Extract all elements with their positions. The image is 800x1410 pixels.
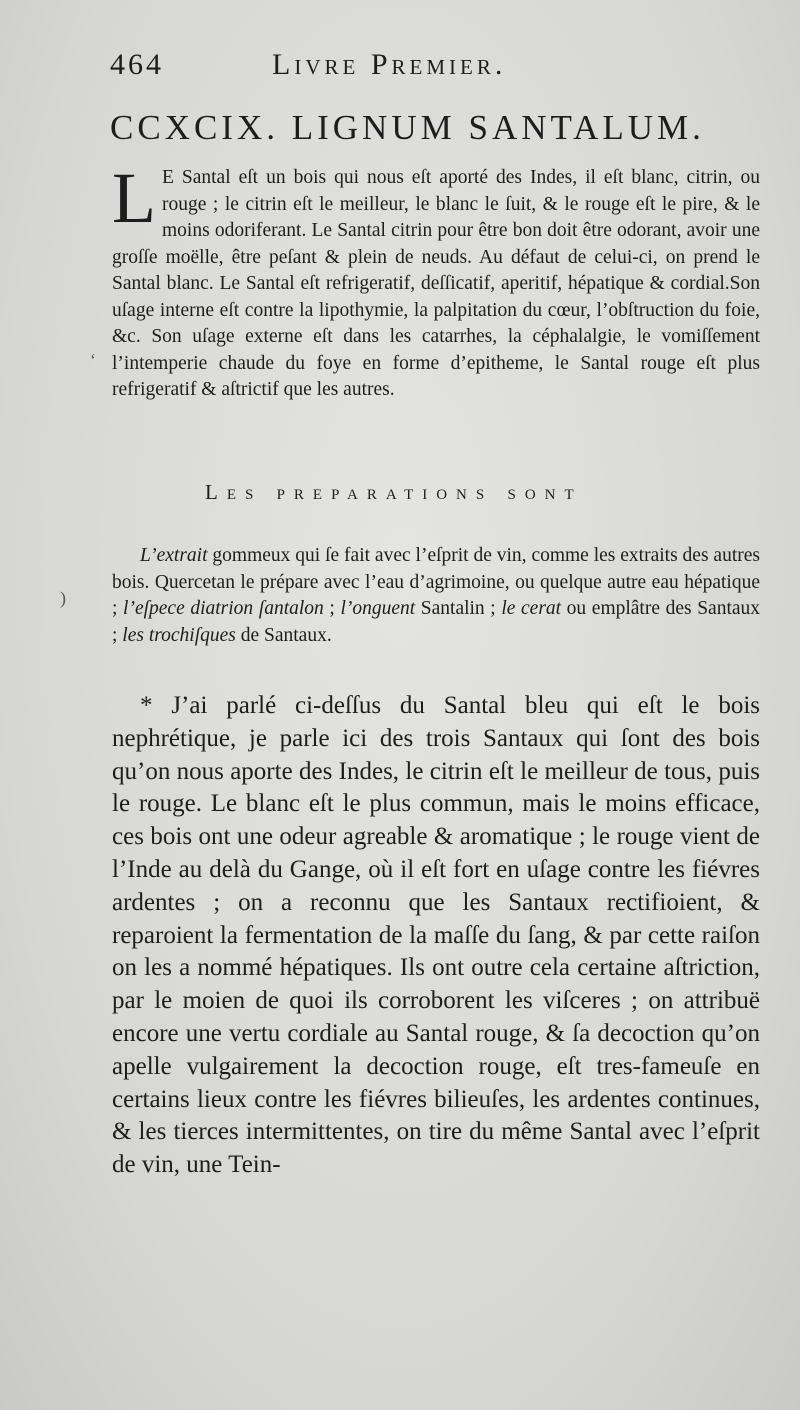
- paragraph-commentary-text: * J’ai parlé ci-deſſus du Santal bleu qui eſt le bois nephrétique, je parle ici des trois Santaux qui ſont des bois qu’on nous aporte des Indes, le citrin eſt le meilleur de tous, puis le rouge. Le blanc eſt le plus commun, mais le moins efficace, ces bois ont une odeur agreable & aromatique ; le rouge vient de l’Inde au delà du Gange, où il eſt fort en uſage contre les fiévres ardentes ; on a reconnu que les Santaux rectifioient, & reparoient la fermentation de la maſſe du ſang, & par cette raiſon on les a nommé hépatiques. Ils ont outre cela certaine aſtriction, par le moien de quoi ils corroborent les viſceres ; on attribuë encore une vertu cordiale au Santal rouge, & ſa decoction qu’on apelle vulgairement la decoction rouge, eſt tres-fameuſe en certains lieux contre les fiévres bilieuſes, les ardentes continues, & les tierces intermittentes, on tire du même Santal avec l’eſprit de vin, une Tein-: [112, 692, 760, 1179]
- paragraph-preparations: [112, 543, 760, 649]
- term-espece-diatrion: l’eſpece diatrion ſantalon: [123, 598, 324, 619]
- section-heading: Les preparations sont: [205, 480, 583, 504]
- preparations-text-2: ;: [323, 598, 341, 619]
- preparations-text-4: ou emplâtre des Santaux ;: [112, 598, 761, 646]
- term-extrait: L’extrait: [140, 545, 208, 566]
- chapter-title: CCXCIX. LIGNUM SANTALUM.: [110, 108, 705, 147]
- preparations-text-3: Santalin ;: [415, 598, 502, 619]
- preparations-text-1: gommeux qui ſe fait avec l’eſprit de vin, comme les extraits des autres bois. Quercetan le prépare avec l’eau d’agrimoine, ou quelque autre eau hépatique ;: [112, 545, 760, 619]
- term-trochisques: les trochiſques: [122, 624, 236, 646]
- term-cerat: le cerat: [501, 598, 562, 619]
- margin-mark: ): [60, 588, 66, 608]
- running-title: Livre Premier.: [272, 48, 507, 81]
- term-onguent: l’onguent: [340, 598, 416, 619]
- margin-mark: ʻ: [90, 350, 96, 370]
- preparations-text-5: de Santaux.: [235, 624, 332, 646]
- page-number: 464: [110, 48, 164, 81]
- paragraph-description-text: E Santal eſt un bois qui nous eſt aporté des Indes, il eſt blanc, citrin, ou rouge ; le citrin eſt le meilleur, le blanc le ſuit, & le rouge eſt le pire, & le moins odoriferant. Le Santal citrin pour être bon doit être odorant, avoir une groſſe moëlle, être peſant & plein de neuds. Au défaut de celui-ci, on prend le Santal blanc. Le Santal eſt refrigeratif, deſſicatif, aperitif, hépatique & cordial.Son uſage interne eſt contre la lipothymie, la palpitation du cœur, l’obſtruction du foie, &c. Son uſage externe eſt dans les catarrhes, la céphalalgie, le vomiſſement l’intemperie chaude du foye en forme d’epitheme, le Santal rouge eſt plus refrigeratif & aſtrictif que les autres.: [112, 167, 760, 400]
- drop-cap: L: [112, 158, 156, 238]
- paragraph-description: [112, 158, 760, 404]
- paragraph-commentary: [112, 690, 760, 1182]
